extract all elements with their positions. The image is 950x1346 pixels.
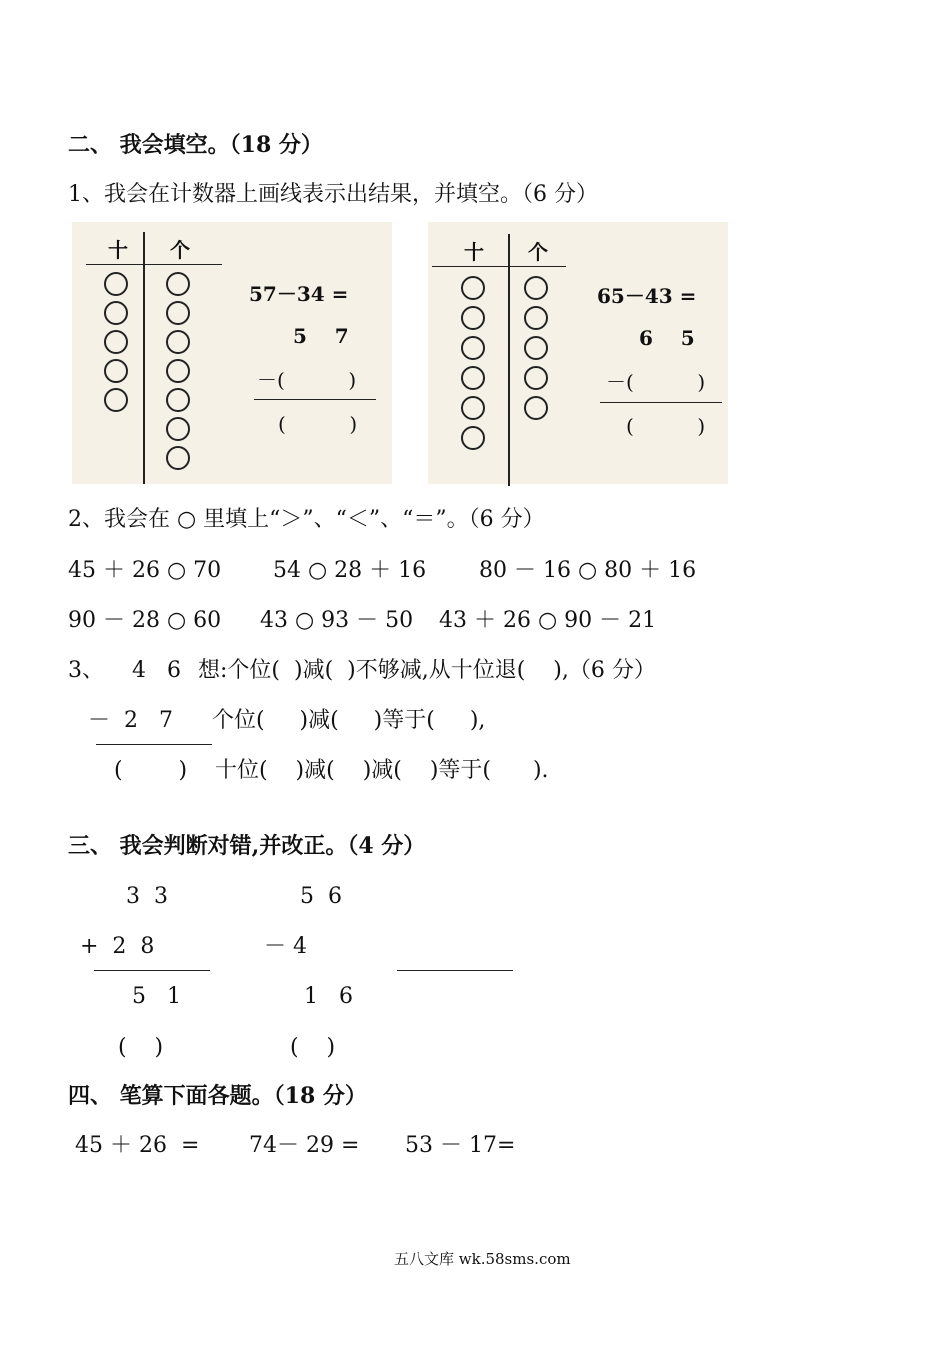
section2-heading: 二、 我会填空。（18 分） xyxy=(68,132,323,158)
abacus-right-tens-label: 十 xyxy=(464,240,484,264)
s3-prob2-result: 1 6 xyxy=(304,984,353,1009)
s4-problem-1[interactable]: 45 ＋ 26 = xyxy=(75,1133,200,1158)
s3-prob1-rule xyxy=(94,970,210,971)
s4-problem-2[interactable]: 74－ 29 = xyxy=(249,1133,360,1158)
q3-line2[interactable]: 个位( )减( )等于( ), xyxy=(212,708,486,733)
abacus-right-tens-bead xyxy=(461,396,485,420)
abacus-right-digits: 6 5 xyxy=(639,326,695,350)
abacus-right-tens-bead xyxy=(461,306,485,330)
abacus-right-tens-bead xyxy=(461,336,485,360)
abacus-left-ones-bead xyxy=(166,417,190,441)
abacus-right-ones-bead xyxy=(524,306,548,330)
q2-row2-item2[interactable]: 43 ○ 93 － 50 xyxy=(260,608,414,633)
abacus-left-ones-bead xyxy=(166,359,190,383)
abacus-right-ones-bead xyxy=(524,276,548,300)
abacus-left-equation: 57－34 = xyxy=(249,282,349,306)
s3-prob2-top: 5 6 xyxy=(300,884,342,909)
q2-row1-item1[interactable]: 45 ＋ 26 ○ 70 xyxy=(68,558,222,583)
q2-row1-item2[interactable]: 54 ○ 28 ＋ 16 xyxy=(273,558,427,583)
abacus-left-rod-divider xyxy=(143,232,145,484)
abacus-left-minus-row[interactable]: －( ) xyxy=(257,368,357,392)
abacus-left-ones-bead xyxy=(166,301,190,325)
section3-heading: 三、 我会判断对错,并改正。（4 分） xyxy=(68,833,426,859)
s3-correction-rule[interactable] xyxy=(397,970,513,971)
abacus-right-ones-bead xyxy=(524,336,548,360)
abacus-left-ones-bead xyxy=(166,388,190,412)
abacus-left-sum-rule xyxy=(254,399,376,400)
abacus-right-rod-divider xyxy=(508,234,510,486)
abacus-left-tens-bead xyxy=(104,330,128,354)
abacus-left-header-rule xyxy=(86,264,222,265)
abacus-left-result-row[interactable]: ( ) xyxy=(278,412,358,436)
s3-prob2-judge[interactable]: ( ) xyxy=(290,1035,336,1060)
abacus-right-result-row[interactable]: ( ) xyxy=(626,414,706,438)
abacus-right-equation: 65－43 = xyxy=(597,284,697,308)
abacus-right-tens-bead xyxy=(461,426,485,450)
abacus-right-sum-rule xyxy=(600,402,722,403)
s4-problem-3[interactable]: 53 － 17= xyxy=(405,1133,516,1158)
s3-prob1-result: 5 1 xyxy=(132,984,181,1009)
q3-minus-digits: － 2 7 xyxy=(88,708,173,733)
abacus-left-tens-bead xyxy=(104,272,128,296)
s3-prob2-mid: － 4 xyxy=(264,934,307,959)
q3-sum-rule xyxy=(96,744,212,745)
s3-prob1-judge[interactable]: ( ) xyxy=(118,1035,164,1060)
abacus-right-tens-bead xyxy=(461,276,485,300)
q2-prompt: 2、我会在 ○ 里填上“＞”、“＜”、“＝”。（6 分） xyxy=(68,507,545,532)
abacus-left-ones-bead xyxy=(166,446,190,470)
abacus-right-header-rule xyxy=(432,266,566,267)
abacus-left-ones-bead xyxy=(166,272,190,296)
abacus-left-digits: 5 7 xyxy=(293,324,349,348)
abacus-right-tens-bead xyxy=(461,366,485,390)
abacus-right-ones-bead xyxy=(524,366,548,390)
q3-line1[interactable]: 想:个位( )减( )不够减,从十位退( ),（6 分） xyxy=(198,658,656,683)
s3-prob1-top: 3 3 xyxy=(126,884,168,909)
section4-heading: 四、 笔算下面各题。（18 分） xyxy=(68,1083,367,1109)
s3-prob1-mid: + 2 8 xyxy=(80,934,155,959)
q2-row2-item1[interactable]: 90 － 28 ○ 60 xyxy=(68,608,222,633)
abacus-left-ones-label: 个 xyxy=(170,238,190,262)
q2-row2-item3[interactable]: 43 ＋ 26 ○ 90 － 21 xyxy=(439,608,657,633)
abacus-left-tens-bead xyxy=(104,388,128,412)
q3-result-paren[interactable]: ( ) xyxy=(114,758,188,783)
footer-watermark: 五八文库 wk.58sms.com xyxy=(394,1250,571,1268)
abacus-left-tens-bead xyxy=(104,359,128,383)
q2-row1-item3[interactable]: 80 － 16 ○ 80 ＋ 16 xyxy=(479,558,697,583)
q1-prompt: 1、我会在计数器上画线表示出结果，并填空。（6 分） xyxy=(68,182,598,207)
q3-prefix: 3、 xyxy=(68,658,104,683)
q3-line3[interactable]: 十位( )减( )减( )等于( ). xyxy=(215,758,549,783)
abacus-right-ones-bead xyxy=(524,396,548,420)
q3-top-digits: 4 6 xyxy=(132,658,181,683)
abacus-right-ones-label: 个 xyxy=(528,240,548,264)
abacus-left-ones-bead xyxy=(166,330,190,354)
abacus-left-tens-label: 十 xyxy=(108,238,128,262)
abacus-left-tens-bead xyxy=(104,301,128,325)
abacus-right-minus-row[interactable]: －( ) xyxy=(606,370,706,394)
